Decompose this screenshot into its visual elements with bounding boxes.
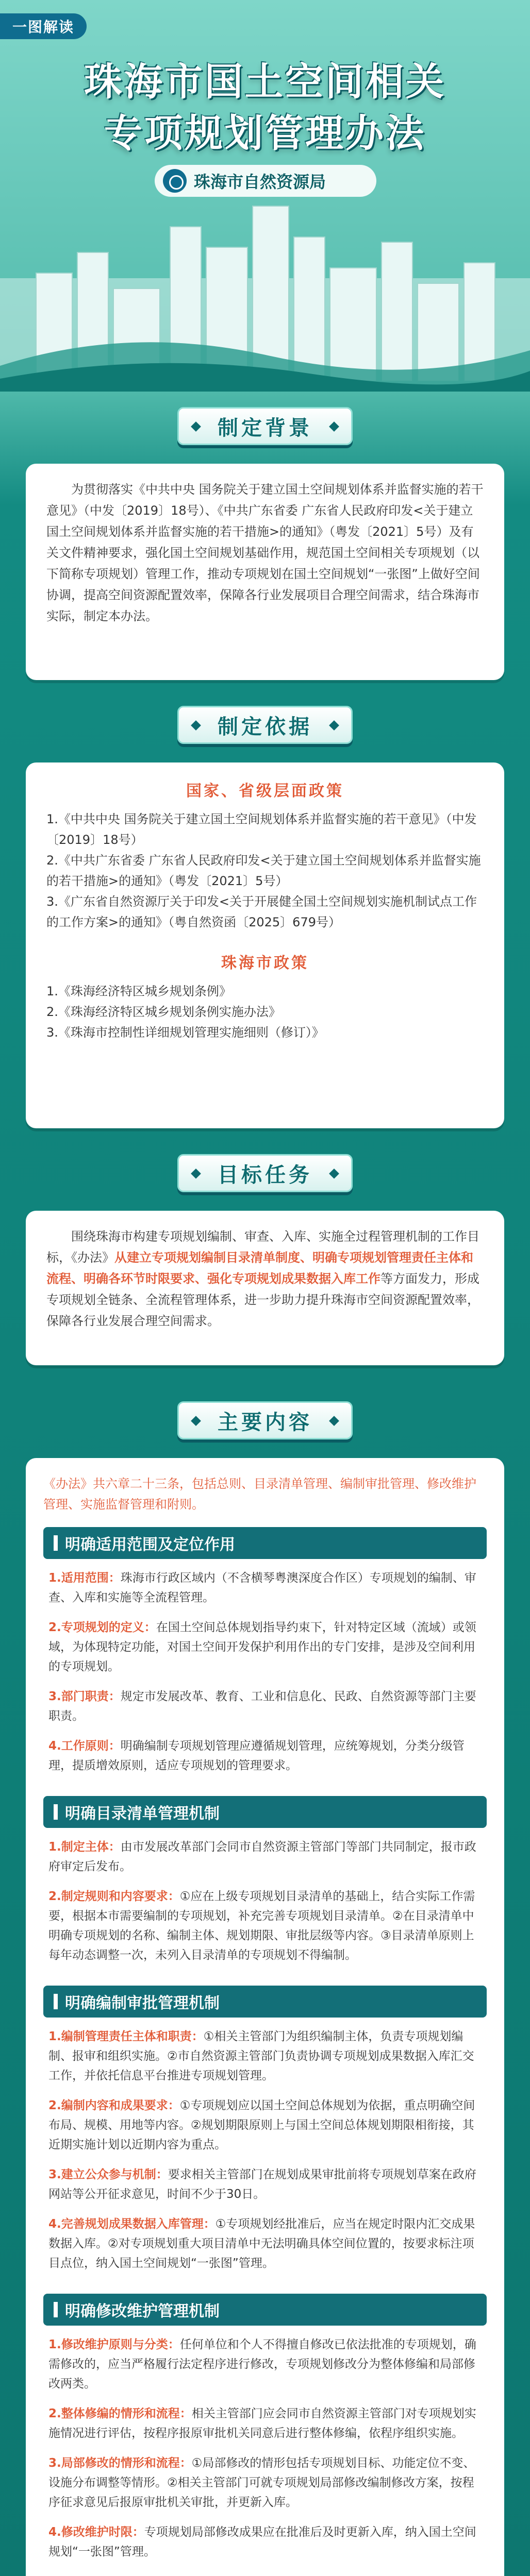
badge-label: 一图解读 <box>0 13 87 39</box>
stripe-icon <box>54 1994 58 2009</box>
diamond-icon <box>329 1168 339 1179</box>
section-title-basis <box>177 706 353 744</box>
section-title-text: 目标任务 <box>218 1163 312 1187</box>
background-text: 为贯彻落实《中共中央 国务院关于建立国土空间规划体系并监督实施的若干意见》（中发〔2019〕18号）、《中共广东省委 广东省人民政府印发<关于建立国土空间规划体系并监督实施的若干措施>的通知》（粤发〔2021〕5号）及有关文件精神要求，强化国土空间规划基础作用，规范国土空间相关专项规划（以下简称专项规划）管理工作，推动专项规划在国土空间规划“一张图”上做好空间协调，提高空间资源配置效率，保障各行业发展项目合理空间需求，结合珠海市实际，制定本办法。 <box>46 482 484 623</box>
national-policy-item: 1.《中共中央 国务院关于建立国土空间规划体系并监督实施的若干意见》（中发〔2019〕18号） <box>46 812 477 847</box>
item-text: ①相关主管部门为组织编制主体，负责专项规划编制、报审和组织实施。②市自然资源主管部门负责协调专项规划成果数据入库汇交工作，并依托信息平台推进专项规划管理。 <box>48 2030 474 2082</box>
item-text: 明确编制专项规划管理应遵循规划管理，应统筹规划，分类分级管理，提质增效原则，适应专项规划的管理要求。 <box>48 1739 465 1772</box>
content-section-heading <box>43 1986 487 2018</box>
content-item <box>48 1568 482 1607</box>
heading-text: 明确修改维护管理机制 <box>65 2302 220 2320</box>
item-text: ①专项规划经批准后，应当在规定时限内汇交成果数据入库。②对专项规划重大项目清单中无法明确具体空间位置的，按要求标注项目点位，纳入国土空间规划“一张图”管理。 <box>48 2217 475 2270</box>
item-text: 规定市发展改革、教育、工业和信息化、民政、自然资源等部门主要职责。 <box>48 1690 476 1723</box>
city-policy-item: 2.《珠海经济特区城乡规划条例实施办法》 <box>46 1005 281 1019</box>
section-title-content <box>177 1401 353 1439</box>
section-title-text: 制定依据 <box>218 715 312 739</box>
goals-text-part: 等方面发力，形成专项规划全链条、全流程管理体系，进一步助力提升珠海市空间资源配置效率，保障各行业发展合理空间需求。 <box>46 1272 479 1328</box>
item-text: 相关主管部门应会同市自然资源主管部门对专项规划实施情况进行评估，按程序报原审批机关同意后进行整体修编，依程序组织实施。 <box>48 2407 476 2440</box>
item-text: 由市发展改革部门会同市自然资源主管部门等部门共同制定，报市政府审定后发布。 <box>48 1840 476 1873</box>
item-label: 4.完善规划成果数据入库管理： <box>48 2217 216 2231</box>
item-label: 1.编制管理责任主体和职责： <box>48 2030 204 2043</box>
item-text: 任何单位和个人不得擅自修改已依法批准的专项规划，确需修改的，应当严格履行法定程序进行修改，专项规划修改分为整体修编和局部修改两类。 <box>48 2338 476 2391</box>
stripe-icon <box>54 1804 58 1820</box>
national-policy-item: 2.《中共广东省委 广东省人民政府印发<关于建立国土空间规划体系并监督实施的若干措施>的通知》（粤发〔2021〕5号） <box>46 853 481 888</box>
content-item <box>48 1618 482 1676</box>
item-text: 在国土空间总体规划指导约束下，针对特定区域（流域）或领域，为体现特定功能，对国土空间开发保护利用作出的专门安排，是涉及空间利用的专项规划。 <box>48 1621 476 1673</box>
item-label: 1.修改维护原则与分类： <box>48 2338 180 2351</box>
goals-text <box>46 1226 484 1332</box>
department-name: 珠海市自然资源局 <box>194 172 326 192</box>
content-item <box>48 2404 482 2443</box>
item-text: 要求相关主管部门在规划成果审批前将专项规划草案在政府网站等公开征求意见，时间不少于30日。 <box>48 2168 476 2201</box>
content-item <box>48 1687 482 1726</box>
content-item <box>48 2522 482 2562</box>
item-label: 1.适用范围： <box>48 1571 121 1585</box>
diamond-icon <box>191 1168 201 1179</box>
content-section-heading <box>43 1796 487 1828</box>
title-line-2: 专项规划管理办法 <box>104 111 426 156</box>
city-policy-heading: 珠海市政策 <box>221 954 309 972</box>
item-label: 2.专项规划的定义： <box>48 1621 156 1634</box>
diamond-icon <box>191 421 201 432</box>
diamond-icon <box>329 421 339 432</box>
item-text: ①专项规划应以国土空间总体规划为依据，重点明确空间布局、规模、用地等内容。②规划期限原则上与国土空间总体规划期限相衔接，其近期实施计划以近期内容为重点。 <box>48 2099 475 2151</box>
item-label: 4.工作原则： <box>48 1739 121 1753</box>
goals-text-highlight: 从建立专项规划编制目录清单制度、明确专项规划管理责任主体和流程、明确各环节时限要求、强化专项规划成果数据入库工作 <box>46 1250 473 1286</box>
department-pill <box>155 165 376 197</box>
heading-text: 明确适用范围及定位作用 <box>65 1536 235 1554</box>
city-policy-item: 3.《珠海市控制性详细规划管理实施细则（修订）》 <box>46 1025 324 1040</box>
stripe-icon <box>54 2302 58 2317</box>
section-title-text: 主要内容 <box>218 1410 312 1434</box>
city-policy-item: 1.《珠海经济特区城乡规划条例》 <box>46 984 231 998</box>
content-item <box>48 2214 482 2273</box>
item-label: 3.建立公众参与机制： <box>48 2168 168 2181</box>
content-item <box>48 1837 482 1876</box>
item-text: ①应在上级专项规划目录清单的基础上，结合实际工作需要，根据本市需要编制的专项规划，补充完善专项规划目录清单。②在目录清单中明确专项规划的名称、编制主体、规划期限、审批层级等内容。③目录清单原则上每年动态调整一次，未列入目录清单的专项规划不得编制。 <box>48 1890 475 1962</box>
diamond-icon <box>329 1416 339 1426</box>
item-label: 2.制定规则和内容要求： <box>48 1890 180 1903</box>
content-item <box>48 2453 482 2512</box>
goals-text-part: 围绕珠海市构建专项规划编制、审查、入库、实施全过程管理机制的工作目标，《办法》 <box>46 1229 479 1265</box>
national-policy-item: 3.《广东省自然资源厅关于印发<关于开展健全国土空间规划实施机制试点工作的工作方案>的通知》（粤自然资函〔2025〕679号） <box>46 894 477 929</box>
item-text: 珠海市行政区域内（不含横琴粤澳深度合作区）专项规划的编制、审查、入库和实施等全流程管理。 <box>48 1571 476 1604</box>
diamond-icon <box>191 720 201 731</box>
national-policy-heading: 国家、省级层面政策 <box>186 782 344 800</box>
item-label: 3.局部修改的情形和流程： <box>48 2456 192 2470</box>
item-label: 3.部门职责： <box>48 1690 121 1703</box>
goals-card <box>26 1211 504 1365</box>
heading-text: 明确目录清单管理机制 <box>65 1805 220 1823</box>
item-text: ①局部修改的情形包括专项规划目标、功能定位不变、设施分布调整等情形。②相关主管部门可就专项规划局部修改编制修改方案，按程序征求意见后报原审批机关审批，并更新入库。 <box>48 2456 475 2509</box>
item-label: 4.修改维护时限： <box>48 2526 144 2539</box>
section-title-background <box>177 407 353 445</box>
content-item <box>48 1736 482 1775</box>
section-title-text: 制定背景 <box>218 416 312 440</box>
content-item <box>48 1887 482 1965</box>
item-label: 2.整体修编的情形和流程： <box>48 2407 192 2420</box>
emblem-icon <box>163 169 187 193</box>
content-item <box>48 2027 482 2086</box>
content-intro: 《办法》共六章二十三条，包括总则、目录清单管理、编制审批管理、修改维护管理、实施监督管理和附则。 <box>43 1477 476 1512</box>
heading-text: 明确编制审批管理机制 <box>65 1994 220 2012</box>
cityscape-illustration <box>0 196 530 392</box>
item-text: 专项规划局部修改成果应在批准后及时更新入库，纳入国土空间规划“一张图”管理。 <box>48 2526 476 2558</box>
content-item <box>48 2165 482 2204</box>
content-section-heading <box>43 1527 487 1559</box>
background-card <box>26 464 504 680</box>
item-label: 1.制定主体： <box>48 1840 121 1854</box>
diamond-icon <box>191 1416 201 1426</box>
content-section-heading <box>43 2294 487 2326</box>
section-title-goals <box>177 1154 353 1192</box>
content-card <box>26 1458 504 2576</box>
diamond-icon <box>329 720 339 731</box>
content-item <box>48 2335 482 2394</box>
content-item <box>48 2096 482 2155</box>
title-line-1: 珠海市国土空间相关 <box>84 60 446 104</box>
basis-card <box>26 762 504 1128</box>
item-label: 2.编制内容和成果要求： <box>48 2099 180 2112</box>
stripe-icon <box>54 1535 58 1551</box>
